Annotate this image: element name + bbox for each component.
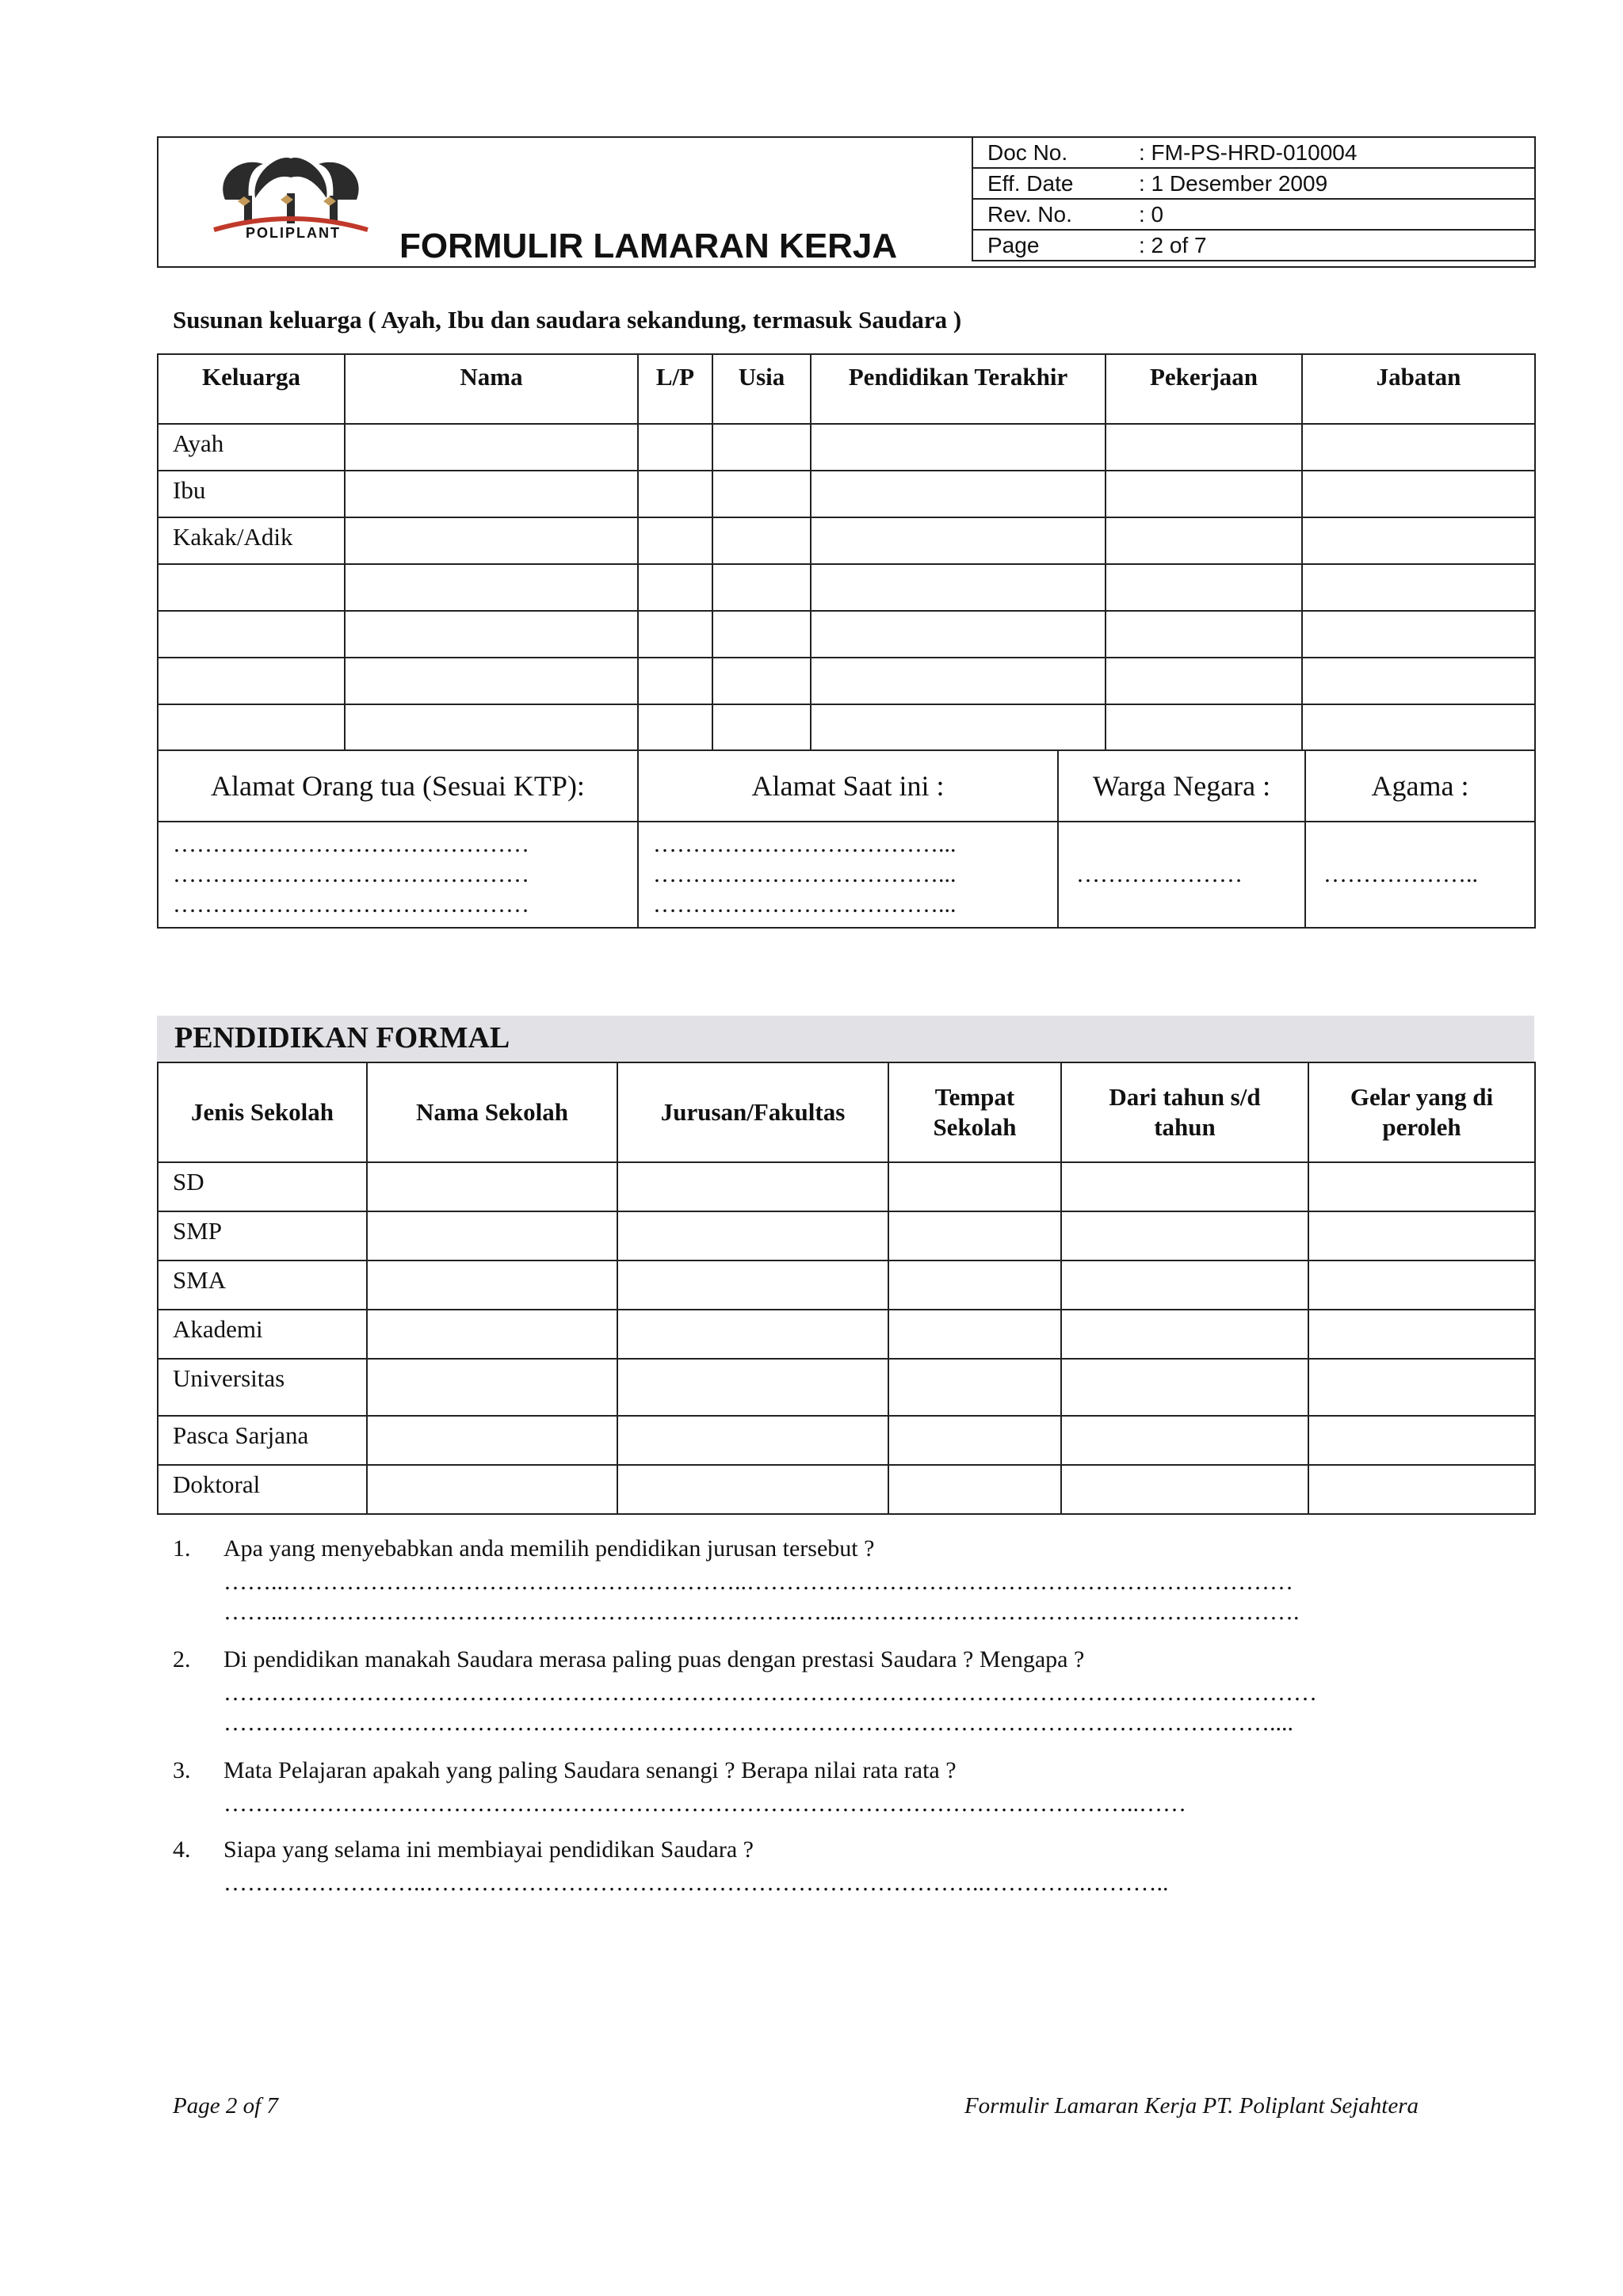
- cell[interactable]: [367, 1310, 617, 1359]
- row-label: Universitas: [158, 1359, 367, 1416]
- education-header-row: [158, 1062, 1535, 1162]
- cell[interactable]: [712, 471, 811, 517]
- table-row: [158, 564, 1535, 611]
- cell[interactable]: [712, 517, 811, 564]
- cell[interactable]: [638, 517, 712, 564]
- cell[interactable]: [617, 1359, 888, 1416]
- meta-value: : FM-PS-HRD-010004: [1139, 137, 1535, 168]
- col-gelar: Gelar yang di peroleh: [1308, 1062, 1535, 1162]
- row-label: Ayah: [158, 424, 345, 471]
- row-label: Pasca Sarjana: [158, 1416, 367, 1465]
- row-label: Ibu: [158, 471, 345, 517]
- address-fill-row: [158, 822, 1535, 928]
- cell[interactable]: [888, 1359, 1061, 1416]
- row-label[interactable]: [158, 611, 345, 658]
- cell[interactable]: [638, 564, 712, 611]
- warga-negara-field[interactable]: [1058, 822, 1305, 928]
- cell[interactable]: [638, 611, 712, 658]
- cell[interactable]: [1308, 1261, 1535, 1310]
- cell[interactable]: [811, 517, 1106, 564]
- cell[interactable]: [1061, 1162, 1308, 1211]
- col-jabatan: Jabatan: [1302, 354, 1535, 424]
- cell[interactable]: [712, 658, 811, 704]
- table-row: [158, 1211, 1535, 1261]
- col-tempat-sekolah: Tempat Sekolah: [888, 1062, 1061, 1162]
- cell[interactable]: [1302, 517, 1535, 564]
- cell[interactable]: [1308, 1416, 1535, 1465]
- cell[interactable]: [1308, 1310, 1535, 1359]
- answer-line[interactable]: ……..…………………………………………………..……………………………………………………………: [223, 1569, 1293, 1595]
- cell[interactable]: [345, 611, 638, 658]
- dotted-line: ………………..: [1323, 861, 1478, 887]
- cell[interactable]: [712, 564, 811, 611]
- cell[interactable]: [888, 1310, 1061, 1359]
- cell[interactable]: [367, 1211, 617, 1261]
- cell[interactable]: [638, 704, 712, 750]
- cell[interactable]: [617, 1465, 888, 1514]
- table-row: [158, 424, 1535, 471]
- cell[interactable]: [1061, 1211, 1308, 1261]
- meta-row: [972, 137, 1535, 168]
- footer-company: Formulir Lamaran Kerja PT. Poliplant Sejahtera: [964, 2093, 1419, 2119]
- family-table: [157, 353, 1536, 751]
- meta-label: Rev. No.: [972, 199, 1139, 230]
- cell[interactable]: [345, 704, 638, 750]
- cell[interactable]: [1302, 611, 1535, 658]
- row-label[interactable]: [158, 704, 345, 750]
- alamat-orang-tua-field[interactable]: [158, 822, 638, 928]
- cell[interactable]: [1106, 658, 1302, 704]
- table-row: [158, 1465, 1535, 1514]
- row-label: SMP: [158, 1211, 367, 1261]
- dotted-line: ………………………………………: [173, 891, 529, 917]
- cell[interactable]: [367, 1416, 617, 1465]
- cell[interactable]: [1061, 1261, 1308, 1310]
- cell[interactable]: [888, 1416, 1061, 1465]
- family-header-row: [158, 354, 1535, 424]
- answer-line[interactable]: ……………………..……………………………………………………………..………….………..: [223, 1870, 1169, 1896]
- cell[interactable]: [638, 471, 712, 517]
- answer-line[interactable]: ……………………………………………………………………………………………………..……: [223, 1791, 1186, 1817]
- cell[interactable]: [1106, 611, 1302, 658]
- col-dari-tahun: Dari tahun s/d tahun: [1061, 1062, 1308, 1162]
- cell[interactable]: [1302, 424, 1535, 471]
- question-text: Mata Pelajaran apakah yang paling Saudara senangi ? Berapa nilai rata rata ?: [223, 1757, 957, 1783]
- alamat-saat-ini-label: Alamat Saat ini :: [638, 750, 1058, 822]
- cell[interactable]: [345, 658, 638, 704]
- col-nama-sekolah: Nama Sekolah: [367, 1062, 617, 1162]
- table-row: [158, 1162, 1535, 1211]
- answer-line[interactable]: …………………………………………………………………………………………………………………………: [223, 1680, 1317, 1706]
- document-meta-table: [972, 136, 1536, 261]
- cell[interactable]: [1106, 471, 1302, 517]
- question-text: Siapa yang selama ini membiayai pendidikan Saudara ?: [223, 1836, 754, 1863]
- table-row: [158, 704, 1535, 750]
- family-caption: Susunan keluarga ( Ayah, Ibu dan saudara sekandung, termasuk Saudara ): [173, 306, 962, 334]
- cell[interactable]: [811, 658, 1106, 704]
- education-table: [157, 1062, 1536, 1515]
- cell[interactable]: [617, 1416, 888, 1465]
- cell[interactable]: [345, 517, 638, 564]
- cell[interactable]: [367, 1465, 617, 1514]
- cell[interactable]: [888, 1261, 1061, 1310]
- cell[interactable]: [712, 611, 811, 658]
- col-pendidikan: Pendidikan Terakhir: [811, 354, 1106, 424]
- table-row: [158, 1261, 1535, 1310]
- question-number: 2.: [173, 1646, 191, 1672]
- cell[interactable]: [367, 1261, 617, 1310]
- alamat-saat-ini-field[interactable]: [638, 822, 1058, 928]
- cell[interactable]: [1106, 564, 1302, 611]
- dotted-line: ………………………………………: [173, 861, 529, 887]
- cell[interactable]: [617, 1261, 888, 1310]
- cell[interactable]: [888, 1211, 1061, 1261]
- col-lp: L/P: [638, 354, 712, 424]
- cell[interactable]: [1302, 564, 1535, 611]
- question-text: Di pendidikan manakah Saudara merasa paling puas dengan prestasi Saudara ? Mengapa ?: [223, 1646, 1085, 1672]
- col-pekerjaan: Pekerjaan: [1106, 354, 1302, 424]
- company-logo: [208, 152, 374, 247]
- cell[interactable]: [345, 564, 638, 611]
- cell[interactable]: [638, 658, 712, 704]
- cell[interactable]: [811, 704, 1106, 750]
- cell[interactable]: [345, 424, 638, 471]
- cell[interactable]: [617, 1310, 888, 1359]
- question-number: 3.: [173, 1757, 191, 1783]
- table-row: [158, 1359, 1535, 1416]
- dotted-line: ………………………………………: [173, 831, 529, 857]
- cell[interactable]: [1308, 1465, 1535, 1514]
- warga-negara-label: Warga Negara :: [1058, 750, 1305, 822]
- dotted-line: ………………………………...: [653, 891, 957, 917]
- cell[interactable]: [1061, 1359, 1308, 1416]
- agama-field[interactable]: [1305, 822, 1535, 928]
- cell[interactable]: [1106, 424, 1302, 471]
- table-row: [158, 658, 1535, 704]
- col-nama: Nama: [345, 354, 638, 424]
- table-row: [158, 1416, 1535, 1465]
- logo-text: POLIPLANT: [246, 225, 341, 241]
- row-label: SD: [158, 1162, 367, 1211]
- cell[interactable]: [345, 471, 638, 517]
- row-label: Doktoral: [158, 1465, 367, 1514]
- cell[interactable]: [1308, 1211, 1535, 1261]
- footer-page: Page 2 of 7: [173, 2093, 278, 2119]
- cell[interactable]: [1106, 517, 1302, 564]
- cell[interactable]: [888, 1162, 1061, 1211]
- cell[interactable]: [1308, 1359, 1535, 1416]
- address-header-row: [158, 750, 1535, 822]
- meta-label: Doc No.: [972, 137, 1139, 168]
- cell[interactable]: [367, 1359, 617, 1416]
- table-row: [158, 611, 1535, 658]
- address-fill-table: [157, 821, 1536, 929]
- question-text: Apa yang menyebabkan anda memilih pendidikan jurusan tersebut ?: [223, 1535, 875, 1562]
- cell[interactable]: [367, 1162, 617, 1211]
- cell[interactable]: [1106, 704, 1302, 750]
- dotted-line: ………………………………...: [653, 861, 957, 887]
- question-number: 4.: [173, 1836, 191, 1863]
- cell[interactable]: [811, 611, 1106, 658]
- table-row: [158, 517, 1535, 564]
- agama-label: Agama :: [1305, 750, 1535, 822]
- cell[interactable]: [638, 424, 712, 471]
- cell[interactable]: [1061, 1310, 1308, 1359]
- answer-line[interactable]: ……………………………………………………………………………………………………………………....: [223, 1710, 1293, 1736]
- meta-value: : 1 Desember 2009: [1139, 168, 1535, 199]
- dotted-line: ………………………………...: [653, 831, 957, 857]
- cell[interactable]: [617, 1162, 888, 1211]
- meta-label: Eff. Date: [972, 168, 1139, 199]
- cell[interactable]: [811, 564, 1106, 611]
- cell[interactable]: [1302, 704, 1535, 750]
- col-jenis-sekolah: Jenis Sekolah: [158, 1062, 367, 1162]
- cell[interactable]: [888, 1465, 1061, 1514]
- col-usia: Usia: [712, 354, 811, 424]
- table-row: [158, 471, 1535, 517]
- section-band: [157, 1016, 1534, 1062]
- row-label: SMA: [158, 1261, 367, 1310]
- row-label[interactable]: [158, 658, 345, 704]
- cell[interactable]: [1061, 1465, 1308, 1514]
- row-label: Kakak/Adik: [158, 517, 345, 564]
- row-label[interactable]: [158, 564, 345, 611]
- meta-row: [972, 199, 1535, 230]
- meta-value: : 0: [1139, 199, 1535, 230]
- form-title: FORMULIR LAMARAN KERJA: [399, 227, 898, 265]
- alamat-orang-tua-label: Alamat Orang tua (Sesuai KTP):: [158, 750, 638, 822]
- col-keluarga: Keluarga: [158, 354, 345, 424]
- cell[interactable]: [1302, 658, 1535, 704]
- question-number: 1.: [173, 1535, 191, 1562]
- table-row: [158, 1310, 1535, 1359]
- meta-row: [972, 230, 1535, 261]
- meta-label: Page: [972, 230, 1139, 261]
- cell[interactable]: [1302, 471, 1535, 517]
- meta-value: : 2 of 7: [1139, 230, 1535, 261]
- cell[interactable]: [1061, 1416, 1308, 1465]
- cell[interactable]: [712, 424, 811, 471]
- section-title: PENDIDIKAN FORMAL: [174, 1021, 510, 1055]
- answer-line[interactable]: ……..……………………………………………………………..………………………………………………….: [223, 1599, 1300, 1625]
- cell[interactable]: [811, 424, 1106, 471]
- cell[interactable]: [1308, 1162, 1535, 1211]
- cell[interactable]: [811, 471, 1106, 517]
- cell[interactable]: [712, 704, 811, 750]
- meta-row: [972, 168, 1535, 199]
- address-table: [157, 749, 1536, 822]
- row-label: Akademi: [158, 1310, 367, 1359]
- cell[interactable]: [617, 1211, 888, 1261]
- col-jurusan: Jurusan/Fakultas: [617, 1062, 888, 1162]
- dotted-line: …………………: [1076, 861, 1243, 887]
